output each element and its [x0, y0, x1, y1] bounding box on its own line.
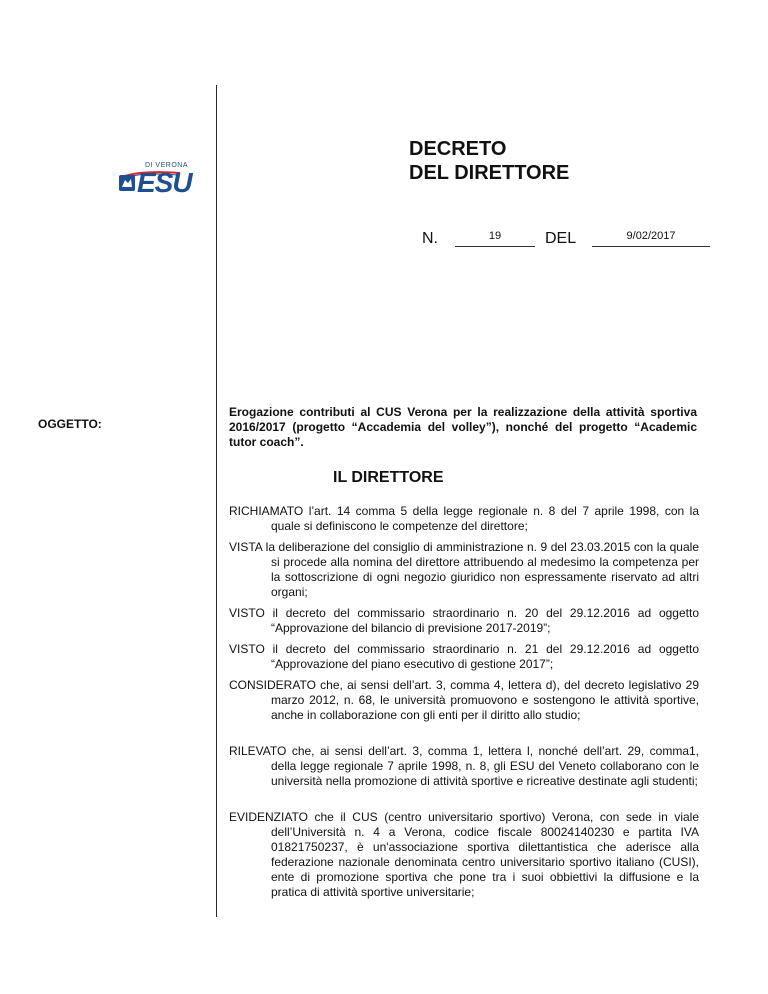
paragraph-visto-piano [229, 642, 699, 672]
paragraph-richiamato [229, 504, 699, 534]
paragraph-text: RILEVATO che, ai sensi dell’art. 3, comma 1, lettera l, nonché dell’art. 29, comma1, della legge regionale 7 aprile 1998, n. 8, gli ESU del Veneto collaborano con le università nella promozione di attività sportive e ricreative destinate agli studenti; [229, 744, 699, 788]
number-value: 19 [488, 230, 502, 242]
lion-emblem-icon [118, 174, 136, 192]
margin-divider-line [216, 85, 217, 917]
number-label: N. [422, 230, 438, 247]
date-underline [592, 246, 710, 247]
paragraph-vista [229, 540, 699, 600]
paragraph-visto-bilancio [229, 606, 699, 636]
esu-logo [118, 162, 192, 198]
logo-city-text: DI VERONA [144, 162, 188, 169]
paragraph-text: VISTO il decreto del commissario straordinario n. 21 del 29.12.2016 ad oggetto “Approvazione del piano esecutivo di gestione 2017”; [229, 642, 699, 671]
document-title [409, 137, 569, 185]
paragraph-text: EVIDENZIATO che il CUS (centro universitario sportivo) Verona, con sede in viale dell’Università n. 4 a Verona, codice fiscale 80024140230 e partita IVA 01821750237, è un'associazione sportiva dilettantistica che aderisce alla federazione nazionale denominata centro universitario sportivo italiano (CUSI), ente di promozione sportiva che pone tra i suoi obbiettivi la diffusione e la pratica di attività sportive universitarie; [229, 810, 699, 899]
subject-text: Erogazione contributi al CUS Verona per la realizzazione della attività sportiva 2016/2017 (progetto “Accademia del volley”), nonché del progetto “Academic tutor coach”. [229, 405, 697, 449]
number-underline [455, 246, 535, 247]
paragraph-text: VISTA la deliberazione del consiglio di amministrazione n. 9 del 23.03.2015 con la quale si procede alla nomina del direttore attribuendo al medesimo la competenza per la sottoscrizione di ogni negozio giuridico non espressamente riservato ad altri organi; [229, 540, 699, 599]
paragraph-text: CONSIDERATO che, ai sensi dell’art. 3, comma 4, lettera d), del decreto legislativo 29 marzo 2012, n. 68, le università promuovono e sostengono le attività sportive, anche in collaborazione con gli enti per il diritto allo studio; [229, 678, 699, 722]
paragraph-evidenziato [229, 810, 699, 900]
date-value: 9/02/2017 [626, 230, 676, 242]
logo-word: ESU [137, 167, 192, 198]
title-line-2: DEL DIRETTORE [409, 162, 570, 184]
paragraph-text: VISTO il decreto del commissario straordinario n. 20 del 29.12.2016 ad oggetto “Approvazione del bilancio di previsione 2017-2019”; [229, 606, 699, 635]
paragraph-rilevato [229, 744, 699, 789]
paragraph-text: RICHIAMATO l’art. 14 comma 5 della legge regionale n. 8 del 7 aprile 1998, con la quale si definiscono le competenze del direttore; [229, 504, 699, 533]
date-label: DEL [545, 230, 577, 247]
section-heading: IL DIRETTORE [333, 469, 444, 486]
subject-label: OGGETTO: [38, 417, 102, 431]
paragraph-considerato [229, 678, 699, 723]
title-line-1: DECRETO [409, 138, 507, 160]
